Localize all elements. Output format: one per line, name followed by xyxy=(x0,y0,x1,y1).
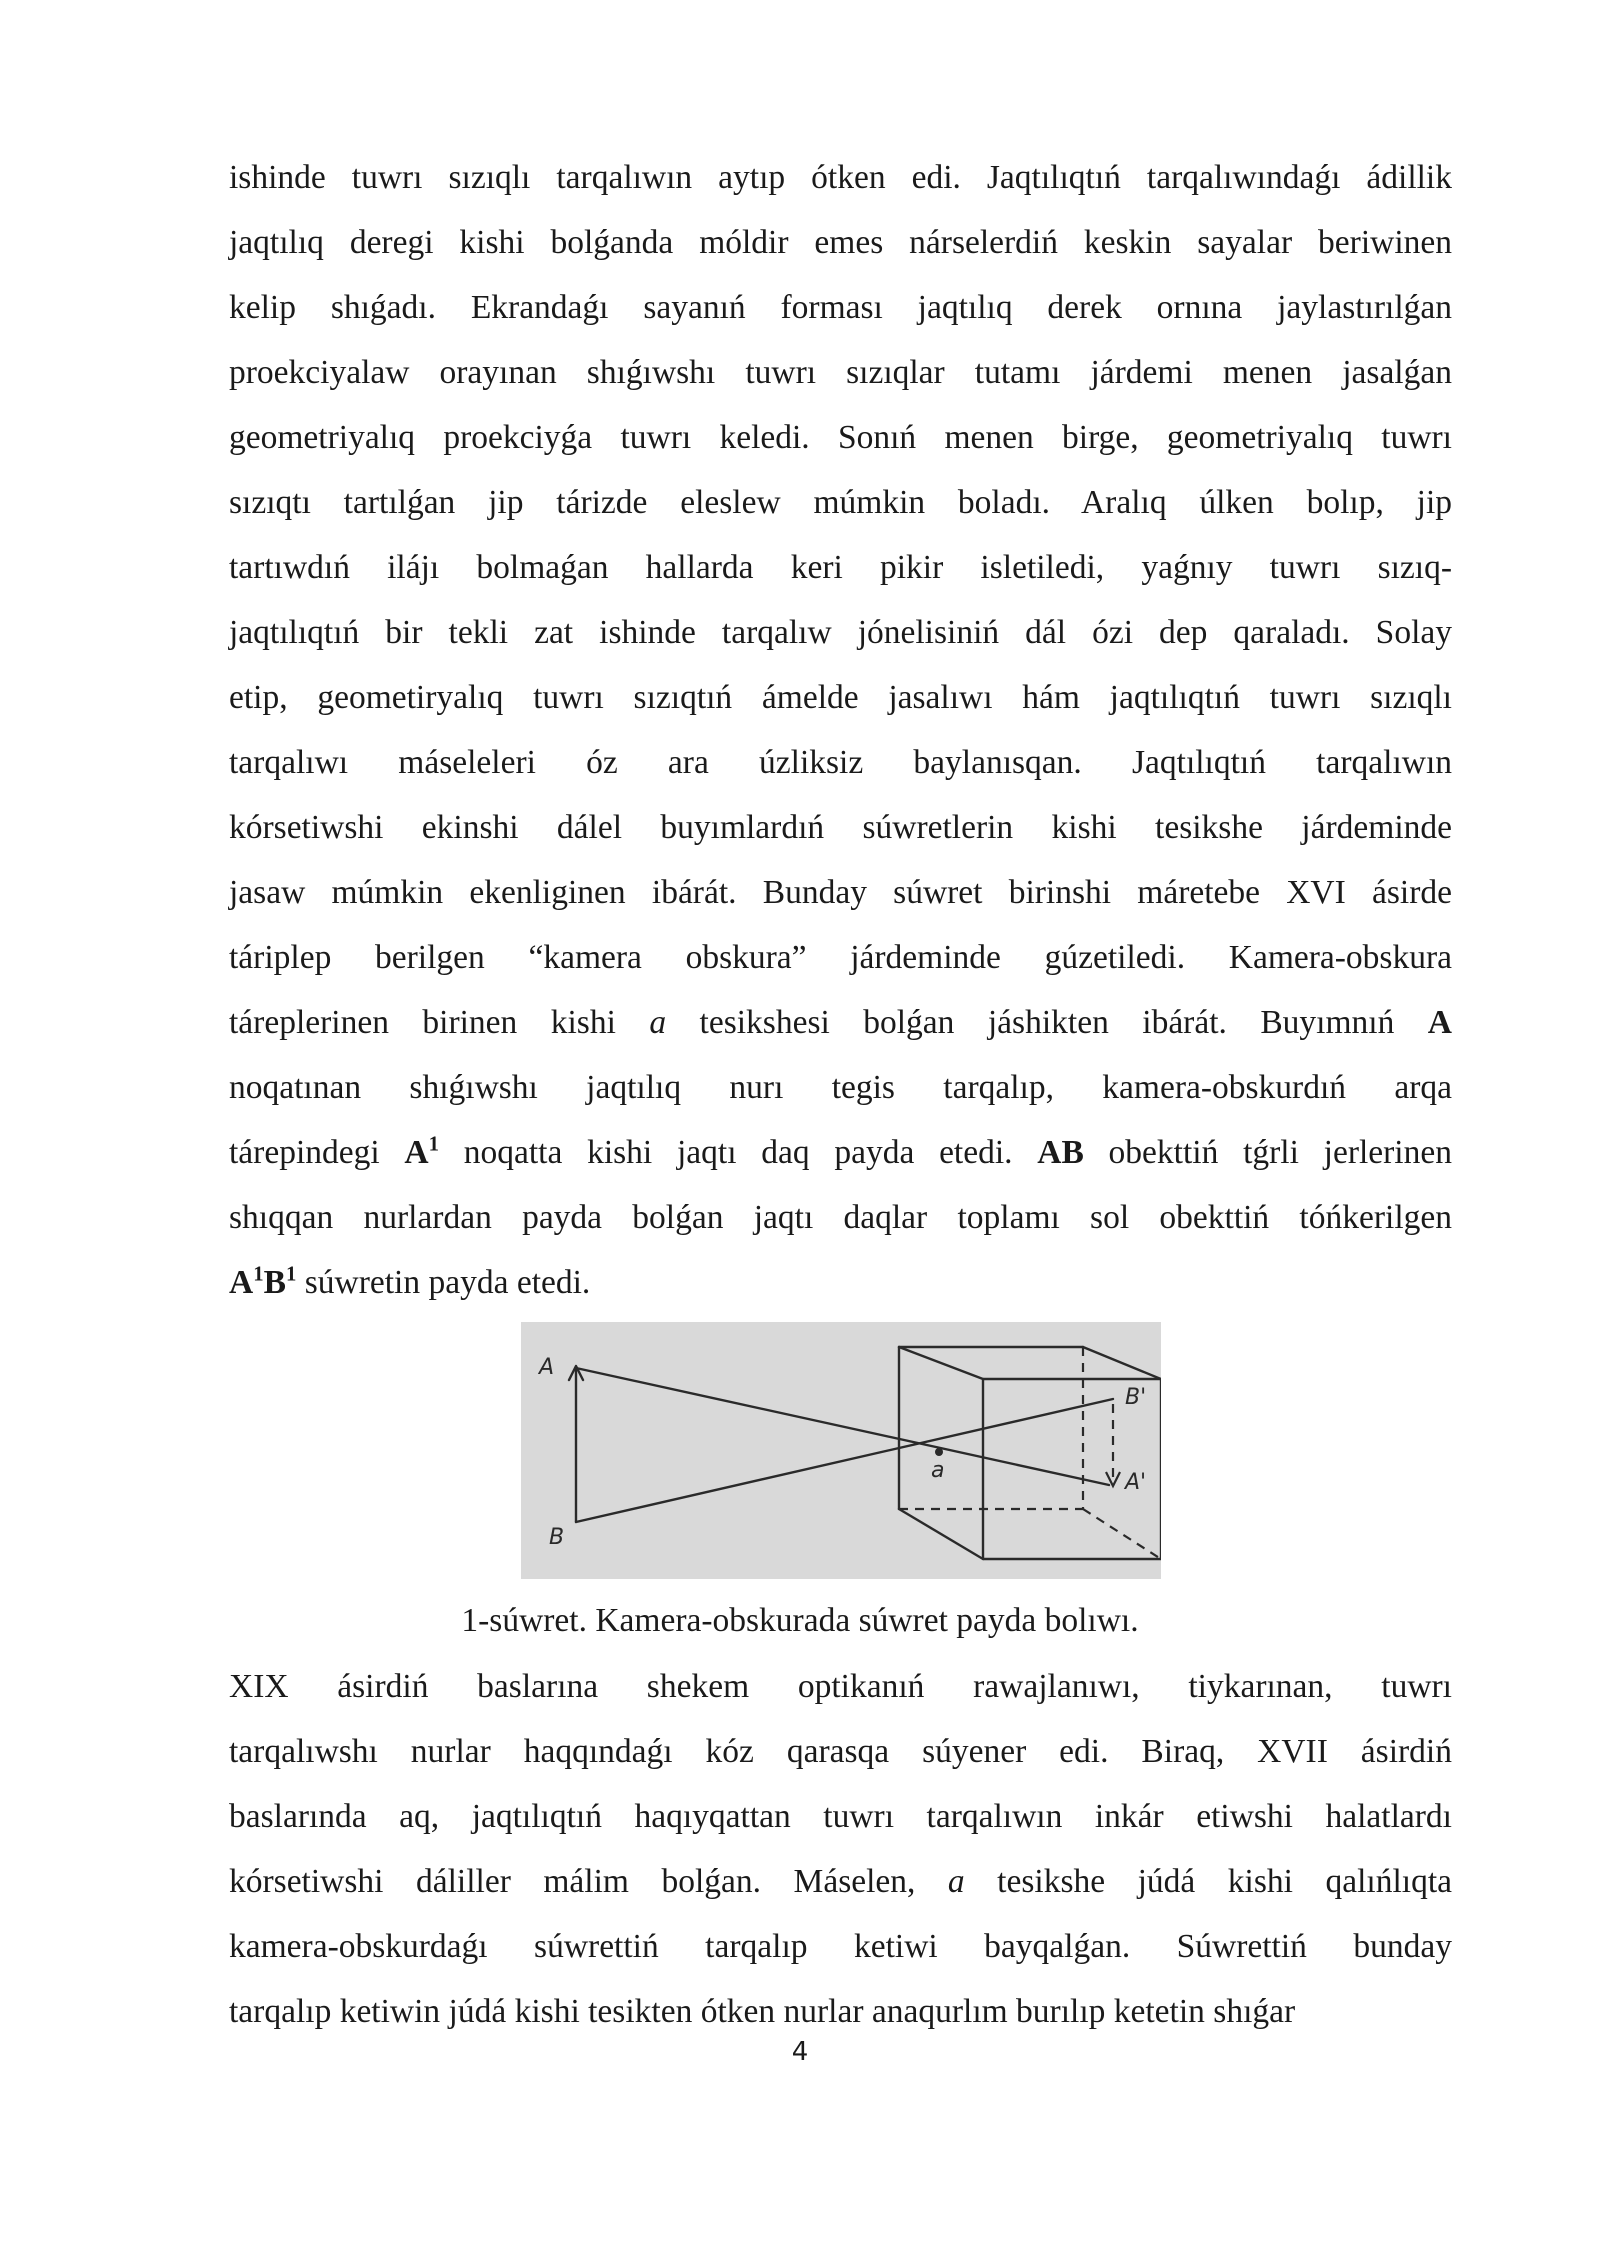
aperture-point xyxy=(935,1448,943,1456)
text-run-bsup: 1 xyxy=(428,1132,440,1156)
text-line xyxy=(229,1185,1452,1250)
text-line xyxy=(229,1120,1452,1185)
text-run-i: a xyxy=(649,1004,667,1041)
text-line xyxy=(229,1784,1452,1849)
text-run: etip, geometiryalıq tuwrı sızıqtıń ámelde jasalıwı hám jaqtılıqtıń tuwrı sızıqlı xyxy=(229,679,1452,716)
text-run: jaqtılıqtıń bir tekli zat ishinde tarqalıw jónelisiniń dál ózi dep qaraladı. Solay xyxy=(229,614,1452,651)
text-run: táriplep berilgen “kamera obskura” járdeminde gúzetiledi. Kamera-obskura xyxy=(229,939,1452,976)
text-run-i: a xyxy=(947,1863,965,1900)
text-run: tesikshe júdá kishi qalıńlıqta xyxy=(964,1863,1452,1900)
text-run: proekciyalaw orayınan shıǵıwshı tuwrı sızıqlar tutamı járdemi menen jasalǵan xyxy=(229,354,1452,391)
box-edge-top-left xyxy=(899,1347,983,1379)
text-run: súwretin payda etedi. xyxy=(296,1264,591,1301)
text-run-bsup: 1 xyxy=(253,1262,264,1286)
text-run-b: A xyxy=(229,1264,254,1301)
text-line xyxy=(229,795,1452,860)
text-run: shıqqan nurlardan payda bolǵan jaqtı daqlar toplamı sol obekttiń tóńkerilgen xyxy=(229,1199,1452,1236)
paragraph-1 xyxy=(229,145,1452,1315)
text-line xyxy=(229,990,1452,1055)
camera-obscura-figure xyxy=(521,1322,1161,1579)
text-line xyxy=(229,275,1452,340)
text-run-b: A xyxy=(404,1134,429,1171)
label-b-prime: B' xyxy=(1125,1385,1147,1410)
box-hidden-back-edge xyxy=(1083,1509,1161,1559)
text-run: kórsetiwshi dáliller málim bolǵan. Máselen, xyxy=(229,1863,948,1900)
text-run: noqatınan shıǵıwshı jaqtılıq nurı tegis tarqalıp, kamera-obskurdıń arqa xyxy=(229,1069,1452,1106)
text-run: tartıwdıń ilájı bolmaǵan hallarda keri pikir isletiledi, yaǵnıy tuwrı sızıq- xyxy=(229,549,1452,586)
label-a-upper: A xyxy=(539,1355,555,1380)
figure-caption: 1-súwret. Kamera-obskurada súwret payda bolıwı. xyxy=(461,1602,1139,1639)
text-line xyxy=(229,1250,1452,1315)
text-line xyxy=(229,340,1452,405)
text-run-bsup: 1 xyxy=(285,1262,297,1286)
box-edge-top-right xyxy=(1083,1347,1161,1379)
text-run-b: B xyxy=(263,1264,286,1301)
text-run: noqatta kishi jaqtı daq payda etedi. xyxy=(439,1134,1038,1171)
text-line xyxy=(229,730,1452,795)
text-run-b: A xyxy=(1427,1004,1452,1041)
page-number: 4 xyxy=(791,2037,809,2067)
text-line xyxy=(229,665,1452,730)
text-line xyxy=(229,1654,1452,1719)
text-line xyxy=(229,600,1452,665)
text-run: táreplerinen birinen kishi xyxy=(229,1004,650,1041)
text-run: geometriyalıq proekciyǵa tuwrı keledi. Sonıń menen birge, geometriyalıq tuwrı xyxy=(229,419,1452,456)
text-line xyxy=(229,405,1452,470)
label-a-prime: A' xyxy=(1125,1470,1147,1495)
text-run: kórsetiwshi ekinshi dálel buyımlardıń súwretlerin kishi tesikshe járdeminde xyxy=(229,809,1452,846)
text-line xyxy=(229,1719,1452,1784)
paragraph-2 xyxy=(229,1654,1452,2044)
text-run: obekttiń tǵrli jerlerinen xyxy=(1083,1134,1452,1171)
text-line xyxy=(229,925,1452,990)
text-line xyxy=(229,1055,1452,1120)
text-run: kelip shıǵadı. Ekrandaǵı sayanıń forması jaqtılıq derek ornına jaylastırılǵan xyxy=(229,289,1452,326)
text-line xyxy=(229,470,1452,535)
text-line xyxy=(229,145,1452,210)
text-run: sızıqtı tartılǵan jip tárizde eleslew múmkin boladı. Aralıq úlken bolıp, jip xyxy=(229,484,1452,521)
text-run: baslarında aq, jaqtılıqtıń haqıyqattan tuwrı tarqalıwın inkár etiwshi halatlardı xyxy=(229,1798,1452,1835)
text-run: jasaw múmkin ekenliginen ibárát. Bunday súwret birinshi máretebe XVI ásirde xyxy=(229,874,1452,911)
text-run: tesikshesi bolǵan jáshikten ibárát. Buyımnıń xyxy=(666,1004,1428,1041)
label-b-upper: B xyxy=(549,1525,565,1550)
text-line xyxy=(229,210,1452,275)
label-aperture-a: a xyxy=(931,1458,945,1483)
text-run-b: AB xyxy=(1037,1134,1084,1171)
box-edge-bottom-left xyxy=(899,1509,983,1559)
text-run: kamera-obskurdaǵı súwrettiń tarqalıp ketiwi bayqalǵan. Súwrettiń bunday xyxy=(229,1928,1452,1965)
text-run: XIX ásirdiń baslarına shekem optikanıń rawajlanıwı, tiykarınan, tuwrı xyxy=(229,1668,1452,1705)
text-run: tárepindegi xyxy=(229,1134,405,1171)
text-run: tarqalıwı máseleleri óz ara úzliksiz baylanısqan. Jaqtılıqtıń tarqalıwın xyxy=(229,744,1452,781)
text-line xyxy=(229,535,1452,600)
text-run: tarqalıwshı nurlar haqqındaǵı kóz qarasqa súyener edi. Biraq, XVII ásirdiń xyxy=(229,1733,1452,1770)
text-run: jaqtılıq deregi kishi bolǵanda móldir emes nárselerdiń keskin sayalar beriwinen xyxy=(229,224,1452,261)
text-line xyxy=(229,1914,1452,1979)
text-line xyxy=(229,860,1452,925)
ray-from-a xyxy=(576,1368,1109,1485)
ray-from-b xyxy=(576,1399,1113,1522)
text-line xyxy=(229,1849,1452,1914)
text-run: tarqalıp ketiwin júdá kishi tesikten ótken nurlar anaqurlım burılıp ketetin shıǵar xyxy=(229,1993,1296,2030)
text-run: ishinde tuwrı sızıqlı tarqalıwın aytıp ótken edi. Jaqtılıqtıń tarqalıwındaǵı ádillik xyxy=(229,159,1452,196)
